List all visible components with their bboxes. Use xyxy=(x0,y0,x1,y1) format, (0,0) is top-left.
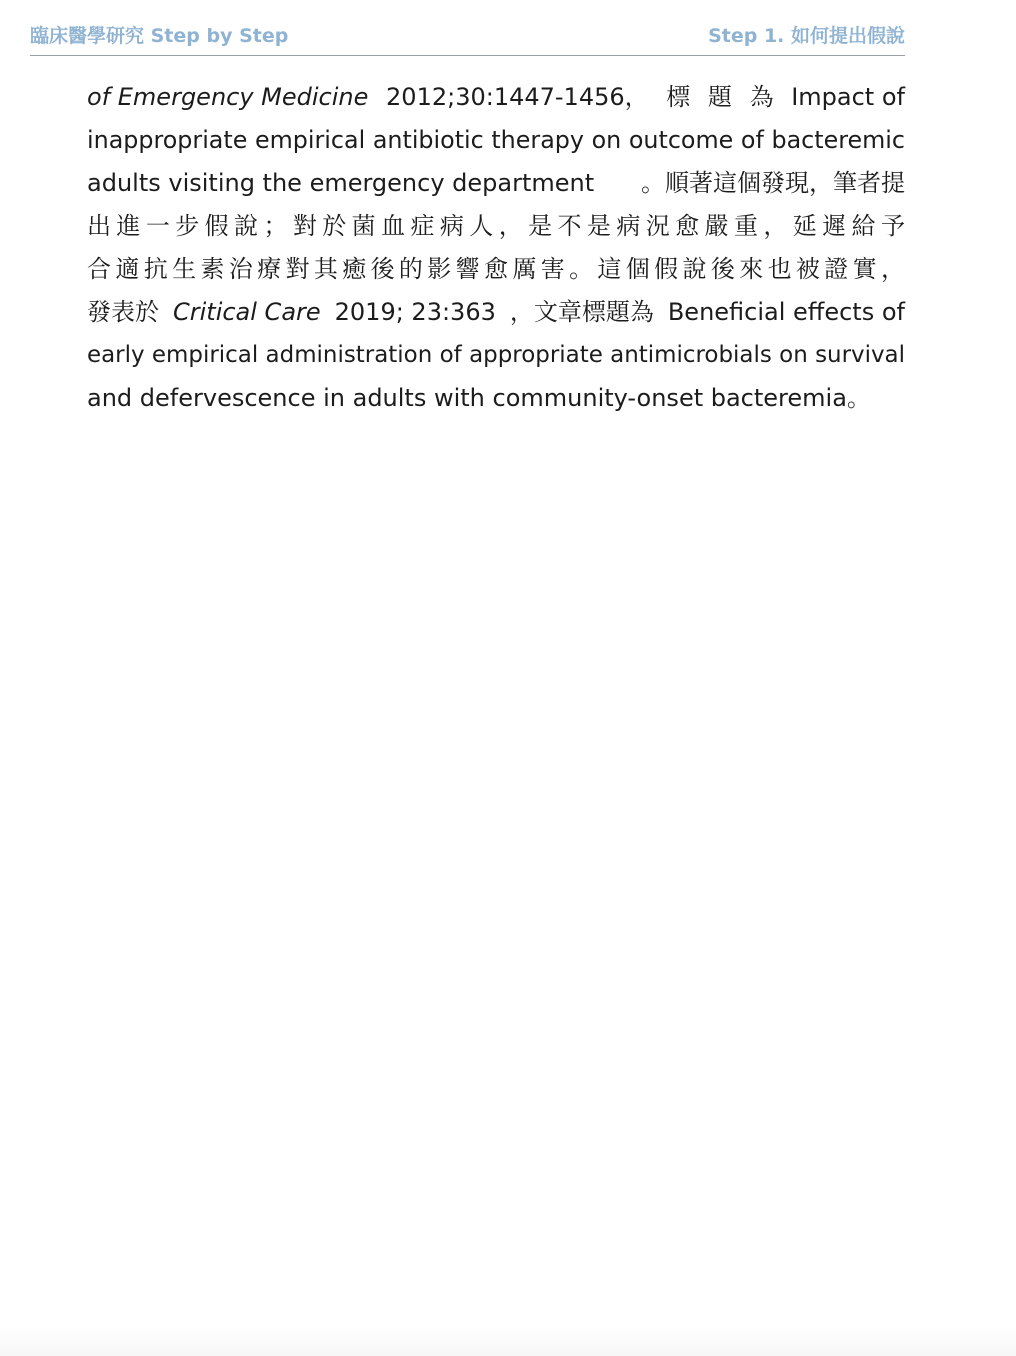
text-line-7 xyxy=(87,334,905,377)
text-line-2 xyxy=(87,119,905,162)
article-title-start: Impact of xyxy=(791,83,905,111)
cjk-char: 為 xyxy=(749,83,774,111)
cjk-char: 標 xyxy=(666,83,691,111)
article-title-cont: inappropriate empirical antibiotic therapy on outcome of bacteremic xyxy=(87,126,905,154)
text-line-5 xyxy=(87,248,910,291)
cjk-text: 。 xyxy=(846,384,871,412)
cjk-text: 發表於 xyxy=(87,298,159,326)
article-title-cont: early empirical administration of appropriate antimicrobials on survival xyxy=(87,342,905,368)
text-line-3 xyxy=(87,162,905,205)
journal-name: Critical Care xyxy=(172,298,321,326)
page-bottom-edge xyxy=(0,1328,1016,1356)
body-paragraph xyxy=(87,76,911,420)
text-line-8 xyxy=(87,377,905,420)
text-line-4 xyxy=(87,205,911,248)
text-line-6 xyxy=(87,291,905,334)
cjk-text: 。順著這個發現，筆者提 xyxy=(641,169,905,197)
article-title-end: and defervescence in adults with community-onset bacteremia xyxy=(87,384,847,412)
cjk-char: 題 xyxy=(707,83,732,111)
text-line-1 xyxy=(87,76,905,119)
cjk-text: 出進一步假說；對於菌血症病人，是不是病況愈嚴重，延遲給予 xyxy=(87,212,911,240)
article-title-start: Beneficial effects of xyxy=(667,298,905,326)
running-header xyxy=(30,19,905,56)
journal-name: of Emergency Medicine xyxy=(87,83,369,111)
citation-volume: 2012;30:1447-1456， xyxy=(386,83,649,111)
article-title-end: adults visiting the emergency department xyxy=(87,169,595,197)
header-chapter-title: Step 1. 如何提出假說 xyxy=(708,25,905,47)
header-book-title: 臨床醫學研究 Step by Step xyxy=(30,25,289,47)
cjk-text: 合適抗生素治療對其癒後的影響愈厲害。這個假說後來也被證實， xyxy=(87,255,910,283)
citation-volume: 2019; 23:363 xyxy=(334,298,496,326)
cjk-text: ，文章標題為 xyxy=(509,298,654,326)
